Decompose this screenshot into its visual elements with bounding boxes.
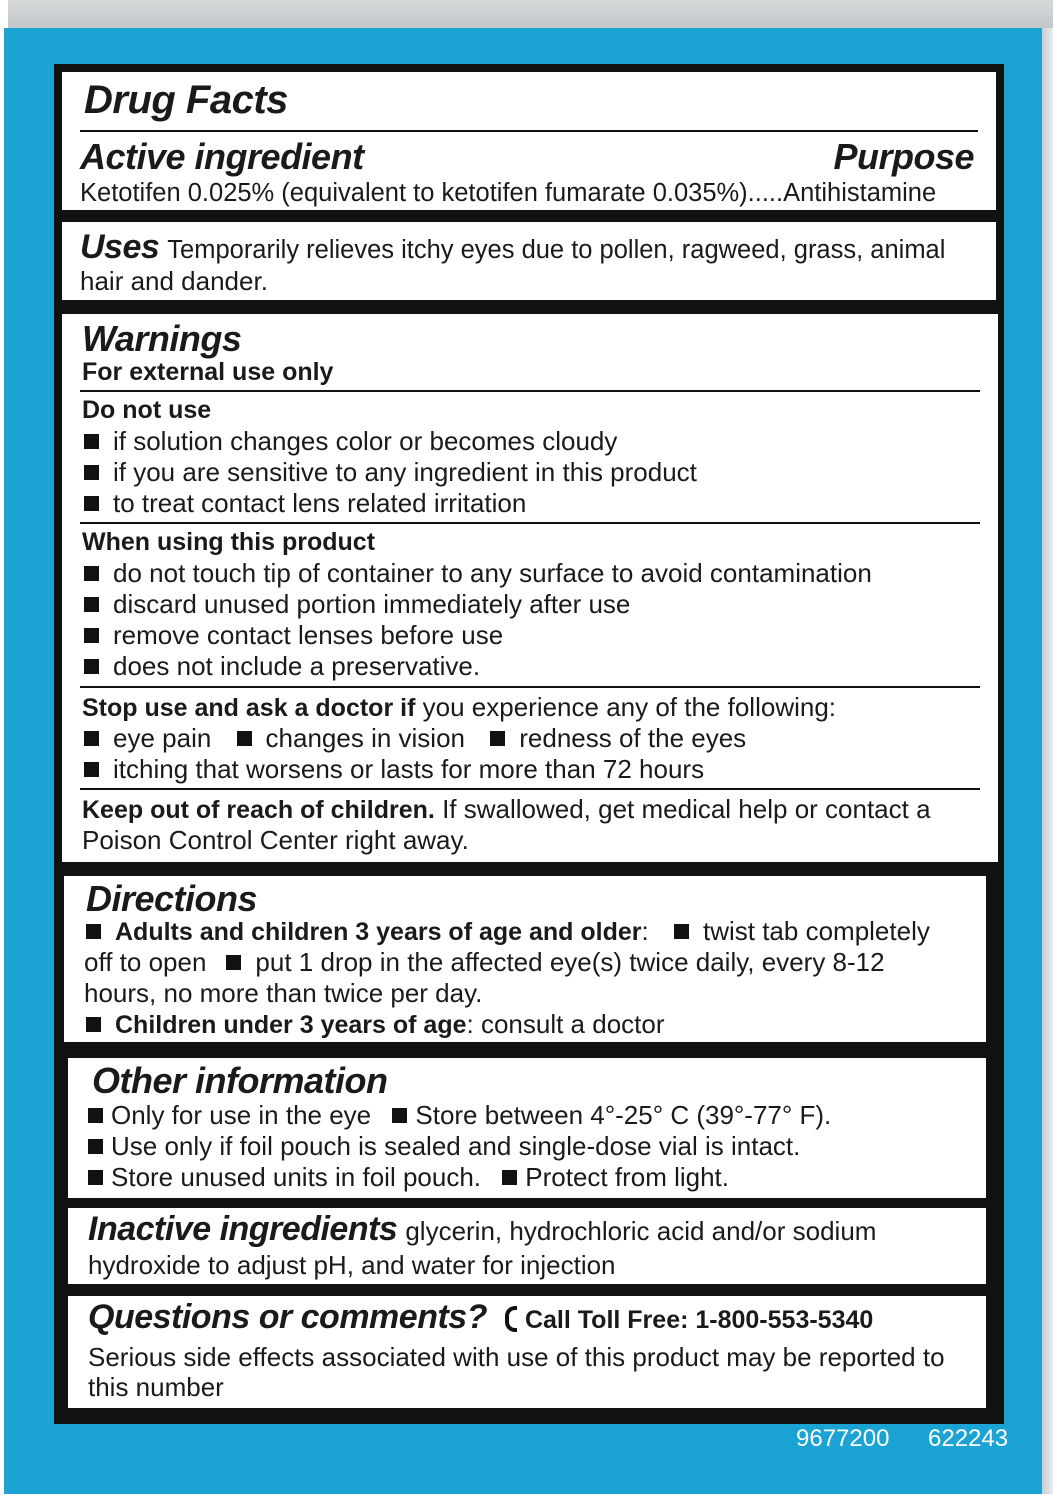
section-other-information [68,1058,986,1198]
package-side-edge [1042,28,1053,1494]
divider [80,130,978,132]
do-not-use-heading: Do not use [82,396,212,424]
bullet-icon [490,731,505,746]
inactive-line-2: hydroxide to adjust pH, and water for injection [88,1250,616,1280]
section-inactive-ingredients [68,1208,986,1284]
inactive-ingredients-heading: Inactive ingredients [88,1210,398,1248]
directions-line-2: off to open put 1 drop in the affected eye(s) twice daily, every 8-12 [84,947,885,977]
divider [80,686,980,688]
uses-text: Temporarily relieves itchy eyes due to pollen, ragweed, grass, animal [167,236,946,264]
active-ingredient-heading: Active ingredient [80,136,364,177]
when-using-heading: When using this product [82,528,376,556]
list-item: discard unused portion immediately after use [80,589,980,620]
stop-use-items: eye pain changes in vision redness of the eyes [80,723,980,754]
stop-use-line: Stop use and ask a doctor if you experience any of the following: [82,692,837,722]
product-code-left: 9677200 [796,1425,890,1452]
bullet-icon [84,597,99,612]
questions-line-1 [88,1298,968,1336]
inactive-line-1: Inactive ingredients glycerin, hydrochloric acid and/or sodium [88,1210,877,1248]
product-code-right: 622243 [928,1425,1009,1452]
directions-heading: Directions [86,878,258,919]
drug-facts-panel [54,64,1004,1424]
phone-icon [505,1306,517,1332]
bullet-icon [88,1108,103,1123]
questions-line-3: this number [88,1372,224,1402]
other-information-heading: Other information [92,1060,388,1101]
section-warnings [62,314,998,862]
other-line-2: Use only if foil pouch is sealed and single-dose vial is intact. [86,1131,968,1162]
bullet-icon [237,731,252,746]
bullet-icon [502,1170,517,1185]
list-item: remove contact lenses before use [80,620,980,651]
section-directions [64,876,986,1042]
drug-facts-title: Drug Facts [84,78,288,122]
directions-line-1: Adults and children 3 years of age and older: twist tab completely [82,916,968,948]
bullet-icon [226,955,241,970]
bullet-icon [86,1017,101,1032]
bullet-icon [84,628,99,643]
divider [80,390,980,392]
stop-use-heading: Stop use and ask a doctor if [82,694,416,722]
section-active-ingredient [62,72,996,210]
uses-heading: Uses [80,228,160,266]
directions-line-4: Children under 3 years of age: consult a doctor [82,1009,968,1041]
questions-heading: Questions or comments? [88,1298,487,1336]
other-line-1: Only for use in the eye Store between 4°-25° C (39°-77° F). [86,1100,968,1131]
warnings-heading: Warnings [82,318,242,359]
list-item: itching that worsens or lasts for more than 72 hours [80,754,980,785]
bullet-icon [88,1139,103,1154]
divider [80,522,980,524]
section-questions [68,1296,986,1408]
list-item: to treat contact lens related irritation [80,488,980,519]
purpose-heading: Purpose [833,136,974,177]
other-line-3: Store unused units in foil pouch. Protect from light. [86,1162,968,1193]
directions-line-3: hours, no more than twice per day. [84,978,483,1008]
bullet-icon [86,924,101,939]
bullet-icon [84,762,99,777]
bullet-icon [392,1108,407,1123]
list-item: do not touch tip of container to any surface to avoid contamination [80,558,980,589]
bullet-icon [84,659,99,674]
bullet-icon [84,496,99,511]
questions-line-2: Serious side effects associated with use of this product may be reported to [88,1342,945,1372]
divider [80,788,980,790]
list-item: does not include a preservative. [80,651,980,682]
keep-out-heading: Keep out of reach of children. [82,796,435,824]
bullet-icon [88,1170,103,1185]
bullet-icon [84,566,99,581]
list-item: if you are sensitive to any ingredient in this product [80,457,980,488]
external-use-label: For external use only [82,358,334,386]
uses-line-2: hair and dander. [80,266,268,296]
section-uses [62,222,996,300]
keep-out-line: Keep out of reach of children. If swallowed, get medical help or contact a [82,794,931,824]
bullet-icon [84,465,99,480]
toll-free-number: Call Toll Free: 1-800-553-5340 [524,1306,874,1334]
keep-out-line-2: Poison Control Center right away. [82,825,469,855]
bullet-icon [674,924,689,939]
bullet-icon [84,731,99,746]
list-item: if solution changes color or becomes cloudy [80,426,980,457]
bullet-icon [84,434,99,449]
active-ingredient-text: Ketotifen 0.025% (equivalent to ketotifen fumarate 0.035%).....Antihistamine [80,179,937,207]
uses-line-1 [80,228,978,266]
